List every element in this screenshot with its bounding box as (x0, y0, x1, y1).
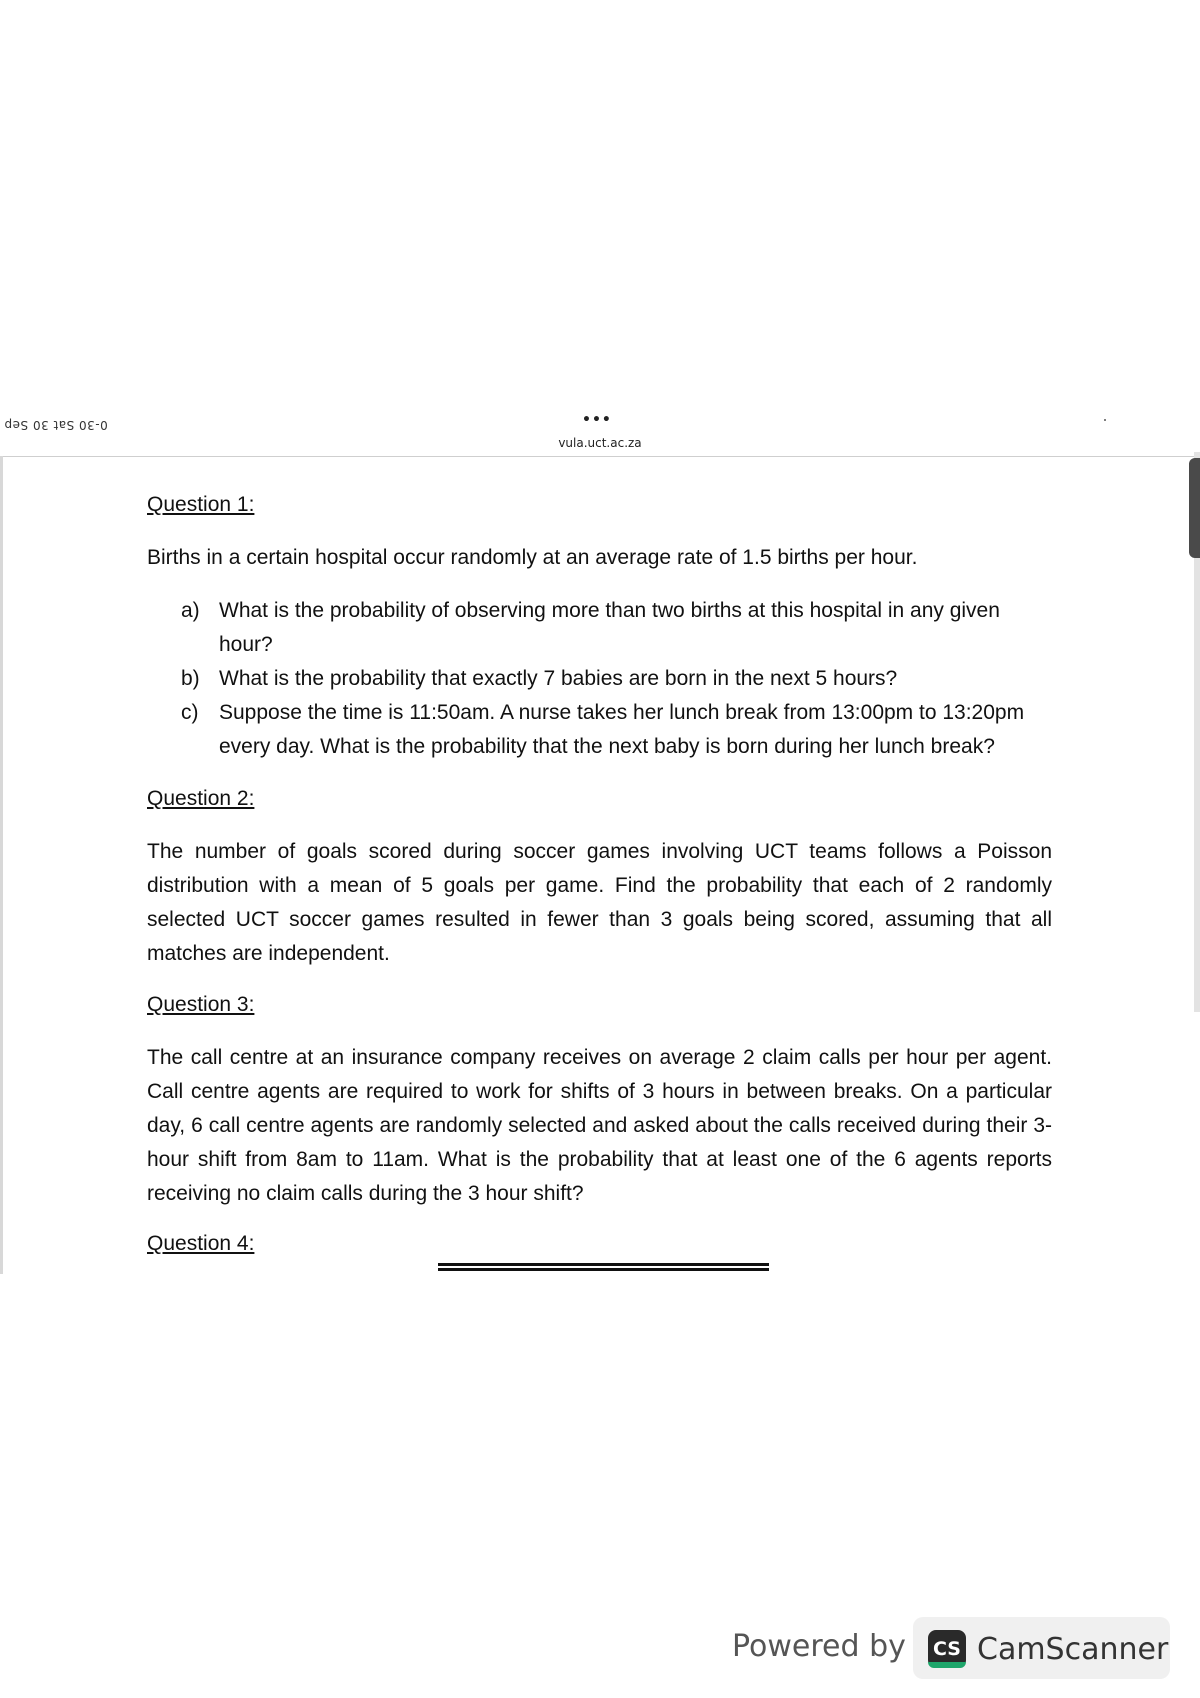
part-text: Suppose the time is 11:50am. A nurse takes her lunch break from 13:00pm to 13:20pm every day. What is the probability that the next baby is born during her lunch break? (219, 701, 1025, 758)
question-1-part-c (147, 696, 1052, 764)
question-1-part-b (147, 662, 1052, 696)
powered-by-label: Powered by (732, 1629, 906, 1664)
horizontal-rule (438, 1263, 769, 1271)
document-content (147, 488, 1052, 1261)
browser-url[interactable]: vula.uct.ac.za (558, 436, 642, 450)
camscanner-brand: CamScanner (977, 1632, 1169, 1667)
camscanner-logo-icon: CS (928, 1630, 966, 1668)
question-1-parts (147, 594, 1052, 764)
more-dots-icon[interactable]: ••• (582, 412, 612, 428)
part-letter: c) (181, 701, 199, 724)
camscanner-logo-accent (928, 1662, 966, 1668)
question-1-part-a (147, 594, 1052, 662)
question-1-heading: Question 1: (147, 493, 255, 516)
status-indicator-icon (1104, 419, 1106, 421)
part-text: What is the probability that exactly 7 babies are born in the next 5 hours? (219, 667, 898, 690)
question-2-heading: Question 2: (147, 787, 255, 810)
status-time-date: 0-30 Sat 30 Sep (4, 418, 108, 432)
question-2-text: The number of goals scored during soccer games involving UCT teams follows a Poisson distribution with a mean of 5 goals per game. Find the probability that each of 2 randomly selected UCT soccer games resulted in fewer than 3 goals being scored, assuming that all matches are independent. (147, 840, 1052, 965)
part-letter: a) (181, 599, 200, 622)
question-1-text: Births in a certain hospital occur randomly at an average rate of 1.5 births per hour. (147, 546, 918, 569)
part-letter: b) (181, 667, 200, 690)
question-3-text: The call centre at an insurance company receives on average 2 claim calls per hour per agent. Call centre agents are required to work for shifts of 3 hours in between breaks. On a particular day, 6 call centre agents are randomly selected and asked about the calls received during their 3-hour shift from 8am to 11am. What is the probability that at least one of the 6 agents reports receiving no claim calls during the 3 hour shift? (147, 1046, 1052, 1205)
question-3-heading: Question 3: (147, 993, 255, 1016)
scrollbar-handle[interactable] (1189, 458, 1200, 558)
page-left-edge (0, 456, 3, 1274)
part-text: What is the probability of observing more than two births at this hospital in any given hour? (219, 599, 1000, 656)
question-4-heading: Question 4: (147, 1232, 255, 1255)
